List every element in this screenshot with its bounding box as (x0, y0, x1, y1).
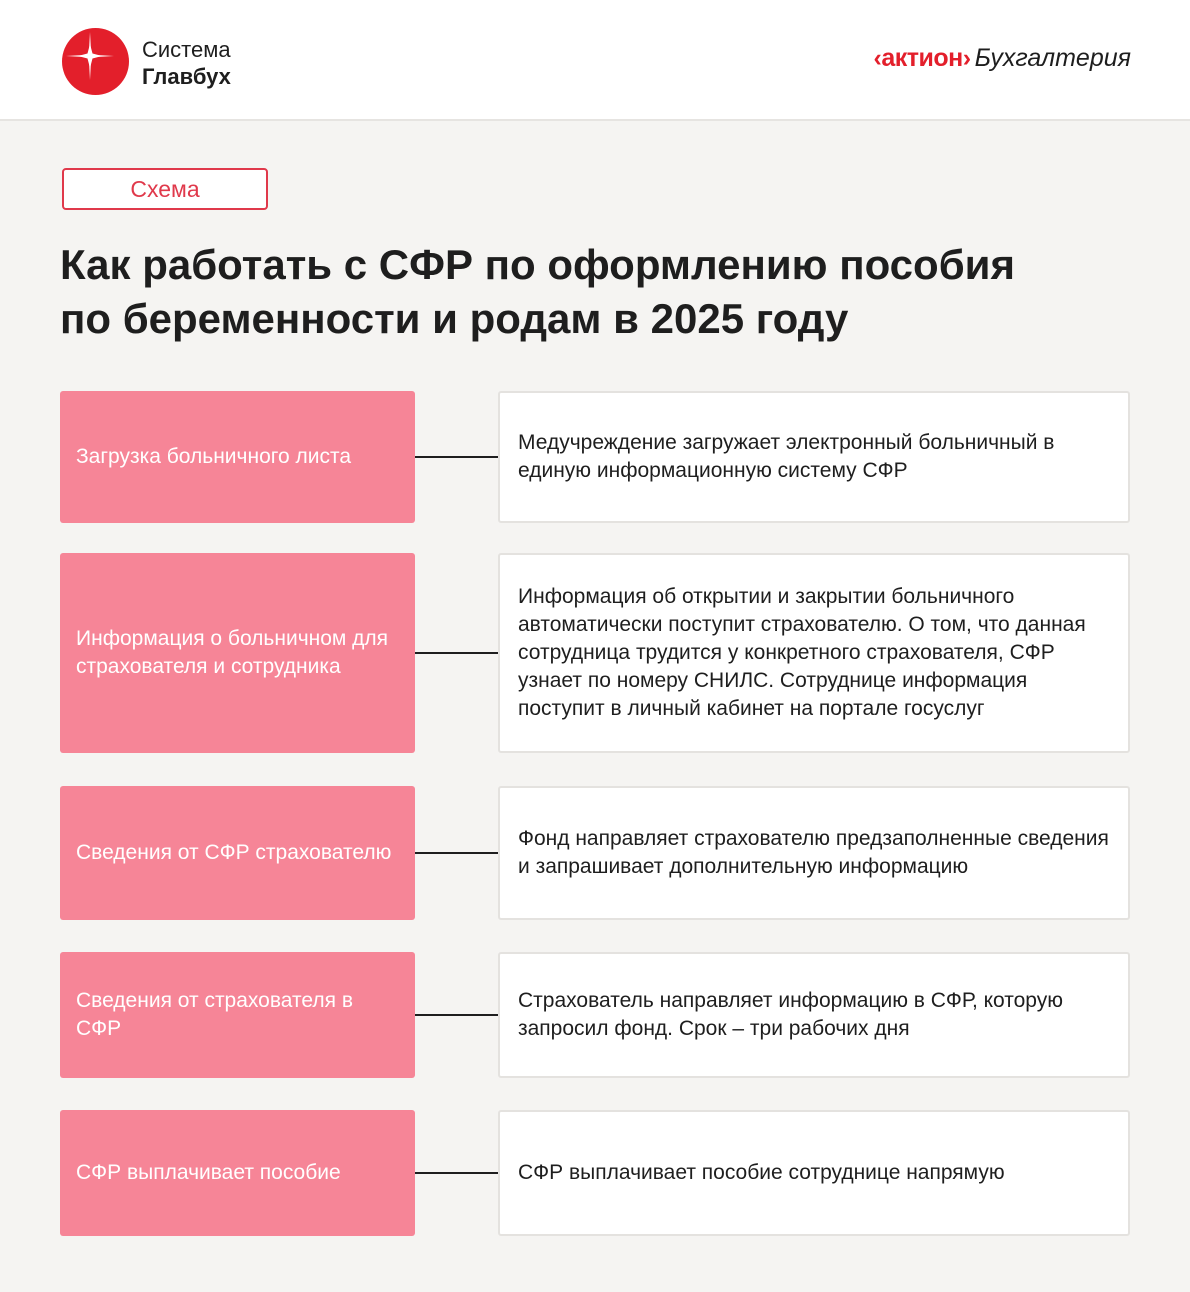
category-tag: Схема (62, 168, 268, 210)
title-line-2: по беременности и родам в 2025 году (60, 295, 849, 342)
step-2-label: Информация о больничном для страхователя и сотрудника (60, 553, 415, 753)
step-1-label: Загрузка больничного листа (60, 391, 415, 523)
step-4-connector (415, 1014, 498, 1016)
header (0, 0, 1190, 121)
logo-line-2: Главбух (142, 64, 231, 89)
step-3-connector (415, 852, 498, 854)
glavbukh-logo-icon (62, 28, 129, 95)
partner-product: Бухгалтерия (974, 44, 1131, 72)
step-2-connector (415, 652, 498, 654)
step-1-connector (415, 456, 498, 458)
step-1-description: Медучреждение загружает электронный больничный в единую информационную систему СФР (498, 391, 1130, 523)
logo-line-1: Система (142, 37, 231, 62)
step-3-label: Сведения от СФР страхователю (60, 786, 415, 920)
logo-text (142, 36, 231, 90)
step-5-connector (415, 1172, 498, 1174)
step-5-description: СФР выплачивает пособие сотруднице напрямую (498, 1110, 1130, 1236)
partner-logo (874, 44, 1131, 76)
page-title (60, 238, 1140, 346)
step-4-description: Страхователь направляет информацию в СФР, которую запросил фонд. Срок – три рабочих дня (498, 952, 1130, 1078)
step-5-label: СФР выплачивает пособие (60, 1110, 415, 1236)
title-line-1: Как работать с СФР по оформлению пособия (60, 241, 1015, 288)
step-4-label: Сведения от страхователя в СФР (60, 952, 415, 1078)
step-3-description: Фонд направляет страхователю предзаполненные сведения и запрашивает дополнительную информацию (498, 786, 1130, 920)
step-2-description: Информация об открытии и закрытии больничного автоматически поступит страхователю. О том, что данная сотрудница трудится у конкретного страхователя, СФР узнает по номеру СНИЛС. Сотруднице информация поступит в личный кабинет на портале госуслуг (498, 553, 1130, 753)
partner-brand: ‹актион› (873, 44, 971, 72)
